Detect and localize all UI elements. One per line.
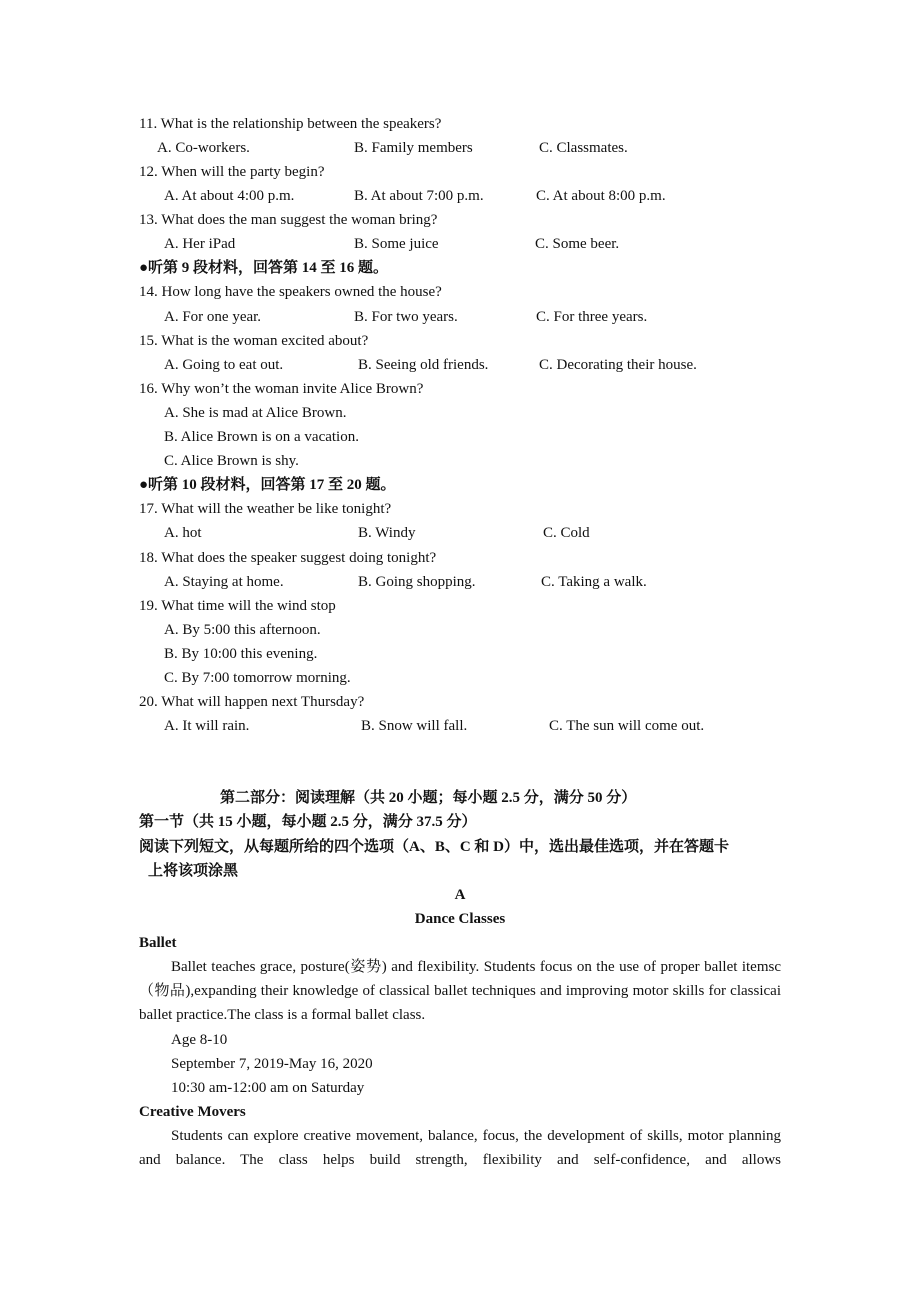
creative-movers-heading: Creative Movers — [139, 1104, 246, 1120]
q11-option-c: C. Classmates. — [539, 140, 628, 156]
reading-section-title: 第一节（共 15 小题，每小题 2.5 分，满分 37.5 分） — [139, 814, 477, 830]
q16-option-c: C. Alice Brown is shy. — [164, 453, 299, 469]
ballet-heading: Ballet — [139, 935, 177, 951]
question-15: 15. What is the woman excited about? — [139, 333, 369, 349]
q14-option-a: A. For one year. — [164, 309, 262, 325]
q13-option-b: B. Some juice — [354, 236, 439, 252]
question-12: 12. When will the party begin? — [139, 164, 325, 180]
q11-option-a: A. Co-workers. — [157, 140, 250, 156]
q17-option-c: C. Cold — [543, 525, 590, 541]
section-10-instruction: ●听第 10 段材料，回答第 17 至 20 题。 — [139, 477, 396, 493]
reading-part-title: 第二部分：阅读理解（共 20 小题；每小题 2.5 分，满分 50 分） — [220, 790, 637, 806]
q15-option-a: A. Going to eat out. — [164, 357, 284, 373]
question-19: 19. What time will the wind stop — [139, 598, 336, 614]
reading-instruction-line2: 上将该项涂黑 — [148, 863, 239, 879]
ballet-paragraph: Ballet teaches grace, posture(姿势) and flexibility. Students focus on the use of proper ballet itemsc（物品),expanding their knowledge of classical ballet techniques and improving motor skills for classicai ballet practice.The class is a formal ballet class. — [139, 959, 781, 1023]
question-20: 20. What will happen next Thursday? — [139, 694, 365, 710]
q20-option-c: C. The sun will come out. — [549, 718, 705, 734]
ballet-dates: September 7, 2019-May 16, 2020 — [171, 1056, 373, 1072]
q20-option-a: A. It will rain. — [164, 718, 250, 734]
q15-option-b: B. Seeing old friends. — [358, 357, 489, 373]
q18-option-b: B. Going shopping. — [358, 574, 476, 590]
q20-option-b: B. Snow will fall. — [361, 718, 468, 734]
q12-option-b: B. At about 7:00 p.m. — [354, 188, 484, 204]
q12-option-a: A. At about 4:00 p.m. — [164, 188, 295, 204]
question-13: 13. What does the man suggest the woman bring? — [139, 212, 438, 228]
question-18: 18. What does the speaker suggest doing tonight? — [139, 550, 437, 566]
question-17: 17. What will the weather be like tonight? — [139, 501, 392, 517]
q19-option-b: B. By 10:00 this evening. — [164, 646, 318, 662]
q13-option-a: A. Her iPad — [164, 236, 236, 252]
q17-option-a: A. hot — [164, 525, 202, 541]
q18-option-c: C. Taking a walk. — [541, 574, 647, 590]
q14-option-c: C. For three years. — [536, 309, 648, 325]
question-16: 16. Why won’t the woman invite Alice Brown? — [139, 381, 424, 397]
passage-title: Dance Classes — [414, 911, 506, 927]
q18-option-a: A. Staying at home. — [164, 574, 284, 590]
q15-option-c: C. Decorating their house. — [539, 357, 697, 373]
q16-option-a: A. She is mad at Alice Brown. — [164, 405, 347, 421]
ballet-time: 10:30 am-12:00 am on Saturday — [171, 1080, 365, 1096]
q14-option-b: B. For two years. — [354, 309, 458, 325]
reading-instruction-line1: 阅读下列短文，从每题所给的四个选项（A、B、C 和 D）中，选出最佳选项，并在答题卡 — [139, 839, 730, 855]
q13-option-c: C. Some beer. — [535, 236, 620, 252]
creative-movers-paragraph: Students can explore creative movement, balance, focus, the development of skills, motor planning and balance. The class helps build strength, flexibility and self-confidence, and allows — [139, 1128, 781, 1168]
q17-option-b: B. Windy — [358, 525, 416, 541]
q12-option-c: C. At about 8:00 p.m. — [536, 188, 666, 204]
q19-option-a: A. By 5:00 this afternoon. — [164, 622, 321, 638]
passage-letter: A — [454, 887, 466, 903]
question-11: 11. What is the relationship between the speakers? — [139, 116, 442, 132]
section-9-instruction: ●听第 9 段材料，回答第 14 至 16 题。 — [139, 260, 389, 276]
q11-option-b: B. Family members — [354, 140, 473, 156]
ballet-age: Age 8-10 — [171, 1032, 228, 1048]
q16-option-b: B. Alice Brown is on a vacation. — [164, 429, 359, 445]
q19-option-c: C. By 7:00 tomorrow morning. — [164, 670, 351, 686]
question-14: 14. How long have the speakers owned the house? — [139, 284, 442, 300]
